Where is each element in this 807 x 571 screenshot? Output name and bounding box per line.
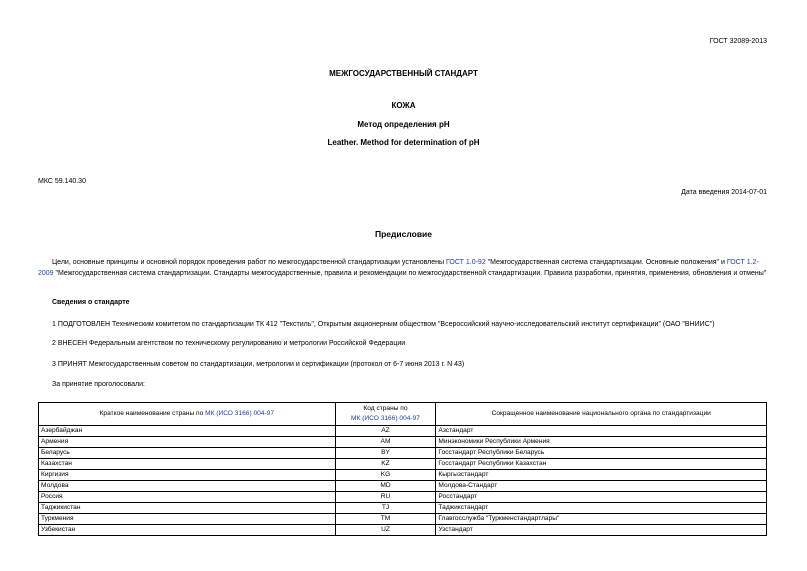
header-country-link[interactable]: МК (ИСО 3166) 004-97	[205, 410, 274, 417]
table-row	[39, 492, 767, 503]
code-cell: AZ	[335, 426, 436, 437]
intro-date: Дата введения 2014-07-01	[681, 189, 767, 196]
body-cell: Молдова-Стандарт	[436, 481, 767, 492]
item-1-prepared: 1 ПОДГОТОВЛЕН Техническим комитетом по стандартизации ТК 412 "Текстиль", Открытым акционерным обществом "Всероссийский научно-исследовательский институт сертификации" (ОАО "ВНИИС")	[52, 321, 715, 328]
table-row	[39, 481, 767, 492]
body-cell: Главгосслужба "Туркменстандартлары"	[436, 514, 767, 525]
table-row	[39, 459, 767, 470]
code-cell: KG	[335, 470, 436, 481]
foreword-text-a: Цели, основные принципы и основной порядок проведения работ по межгосударственной стандартизации установлены	[52, 259, 446, 266]
standard-type: МЕЖГОСУДАРСТВЕННЫЙ СТАНДАРТ	[329, 69, 478, 78]
english-title: Leather. Method for determination of pH	[327, 138, 480, 147]
header-country	[39, 403, 336, 426]
table-row	[39, 470, 767, 481]
voting-countries-table	[38, 402, 767, 536]
body-cell: Минэкономики Республики Армения	[436, 437, 767, 448]
body-cell: Госстандарт Республики Беларусь	[436, 448, 767, 459]
table-row	[39, 503, 767, 514]
voted-label: За принятие проголосовали:	[52, 381, 145, 388]
header-code-text: Код страны по	[363, 405, 408, 412]
foreword-text-c: "Межгосударственная система стандартизации. Стандарты межгосударственные, правила и рекомендации по межгосударственной стандартизации. Правила разработки, принятия, применения, обновления и отмены"	[53, 270, 767, 277]
body-cell: Росстандарт	[436, 492, 767, 503]
item-3-adopted: 3 ПРИНЯТ Межгосударственным советом по стандартизации, метрологии и сертификации (протокол от 6-7 июня 2013 г. N 43)	[52, 361, 465, 368]
code-cell: BY	[335, 448, 436, 459]
body-cell: Азстандарт	[436, 426, 767, 437]
table-row	[39, 448, 767, 459]
code-cell: AM	[335, 437, 436, 448]
table-row	[39, 426, 767, 437]
document-title: КОЖА	[391, 101, 416, 110]
document-subtitle: Метод определения pH	[357, 120, 450, 129]
item-2-submitted: 2 ВНЕСЕН Федеральным агентством по техническому регулированию и метрологии Российской Федерации	[52, 340, 406, 347]
table-row	[39, 437, 767, 448]
mks-code: МКС 59.140.30	[38, 178, 86, 185]
body-cell: Узстандарт	[436, 525, 767, 536]
code-cell: TM	[335, 514, 436, 525]
country-cell: Таджикистан	[39, 503, 336, 514]
body-cell: Госстандарт Республики Казахстан	[436, 459, 767, 470]
country-cell: Беларусь	[39, 448, 336, 459]
table-header-row	[39, 403, 767, 426]
gost-1-2-link[interactable]: ГОСТ 1.2-2009	[38, 259, 759, 277]
country-cell: Молдова	[39, 481, 336, 492]
country-cell: Казахстан	[39, 459, 336, 470]
table-row	[39, 514, 767, 525]
code-cell: UZ	[335, 525, 436, 536]
document-id: ГОСТ 32089-2013	[709, 38, 767, 45]
foreword-heading: Предисловие	[374, 229, 433, 239]
foreword-paragraph	[38, 257, 768, 279]
table-row	[39, 525, 767, 536]
country-cell: Туркмения	[39, 514, 336, 525]
country-cell: Армения	[39, 437, 336, 448]
header-code	[335, 403, 436, 426]
header-body: Сокращенное наименование национального органа по стандартизации	[436, 403, 767, 426]
country-cell: Россия	[39, 492, 336, 503]
country-cell: Азербайджан	[39, 426, 336, 437]
code-cell: KZ	[335, 459, 436, 470]
gost-1-0-link[interactable]: ГОСТ 1.0-92	[445, 259, 486, 266]
body-cell: Кыргызстандарт	[436, 470, 767, 481]
code-cell: TJ	[335, 503, 436, 514]
country-cell: Киргизия	[39, 470, 336, 481]
code-cell: RU	[335, 492, 436, 503]
info-heading: Сведения о стандарте	[52, 299, 130, 306]
body-cell: Таджикстандарт	[436, 503, 767, 514]
header-country-text: Краткое наименование страны по	[99, 410, 206, 417]
code-cell: MD	[335, 481, 436, 492]
foreword-text-b: "Межгосударственная система стандартизации. Основные положения" и	[485, 259, 727, 266]
country-cell: Узбекистан	[39, 525, 336, 536]
header-code-link[interactable]: МК (ИСО 3166) 004-97	[351, 415, 420, 422]
